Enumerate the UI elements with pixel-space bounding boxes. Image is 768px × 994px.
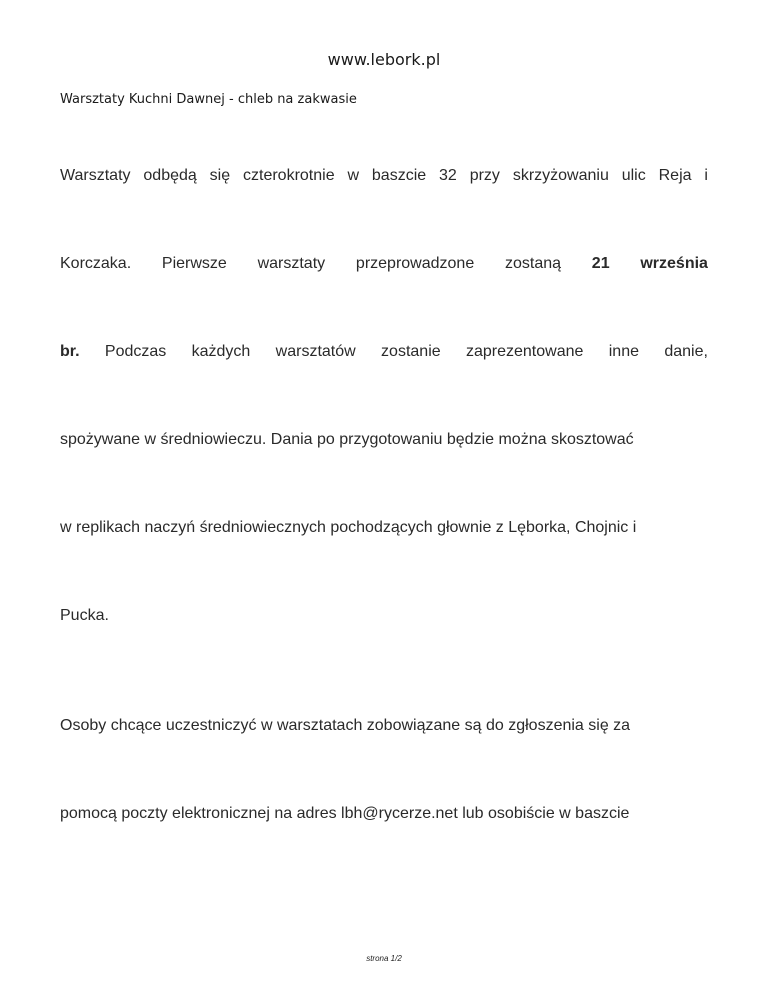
date-month: września bbox=[640, 255, 708, 272]
word: w bbox=[347, 167, 360, 184]
word: Pierwsze bbox=[161, 255, 227, 272]
word: zostanie bbox=[381, 343, 441, 360]
paragraph-line-2 bbox=[60, 254, 708, 274]
word: się bbox=[209, 167, 231, 184]
word: zostaną bbox=[504, 255, 562, 272]
word: Korczaka. bbox=[60, 255, 132, 272]
page-number: strona 1/2 bbox=[366, 954, 402, 963]
paragraph-line-1 bbox=[60, 166, 708, 186]
word: warsztaty bbox=[257, 255, 326, 272]
word: Warsztaty bbox=[60, 167, 131, 184]
word: danie, bbox=[664, 343, 708, 360]
document-title: Warsztaty Kuchni Dawnej - chleb na zakwasie bbox=[60, 92, 357, 107]
date-year-abbr: br. bbox=[60, 343, 80, 360]
word: Reja bbox=[658, 167, 692, 184]
date-day: 21 bbox=[591, 255, 610, 272]
word: przeprowadzone bbox=[355, 255, 475, 272]
paragraph-line-8: pomocą poczty elektronicznej na adres lbh@rycerze.net lub osobiście w baszcie bbox=[60, 805, 630, 822]
word: przy bbox=[469, 167, 500, 184]
paragraph-line-6: Pucka. bbox=[60, 607, 109, 624]
word: skrzyżowaniu bbox=[512, 167, 609, 184]
paragraph-line-4: spożywane w średniowieczu. Dania po przygotowaniu będzie można skosztować bbox=[60, 431, 634, 448]
word: czterokrotnie bbox=[243, 167, 335, 184]
paragraph-line-3 bbox=[60, 342, 708, 362]
paragraph-line-5: w replikach naczyń średniowiecznych pochodzących głownie z Lęborka, Chojnic i bbox=[60, 519, 637, 536]
word: odbędą bbox=[143, 167, 197, 184]
word: warsztatów bbox=[275, 343, 356, 360]
word: baszcie bbox=[371, 167, 427, 184]
word: inne bbox=[608, 343, 639, 360]
paragraph-line-7: Osoby chcące uczestniczyć w warsztatach zobowiązane są do zgłoszenia się za bbox=[60, 717, 631, 734]
site-url: www.lebork.pl bbox=[327, 50, 441, 69]
word: ulic bbox=[621, 167, 646, 184]
word: zaprezentowane bbox=[465, 343, 584, 360]
word: Podczas bbox=[104, 343, 167, 360]
word: i bbox=[704, 167, 708, 184]
word: każdych bbox=[191, 343, 251, 360]
word: 32 bbox=[439, 167, 457, 184]
